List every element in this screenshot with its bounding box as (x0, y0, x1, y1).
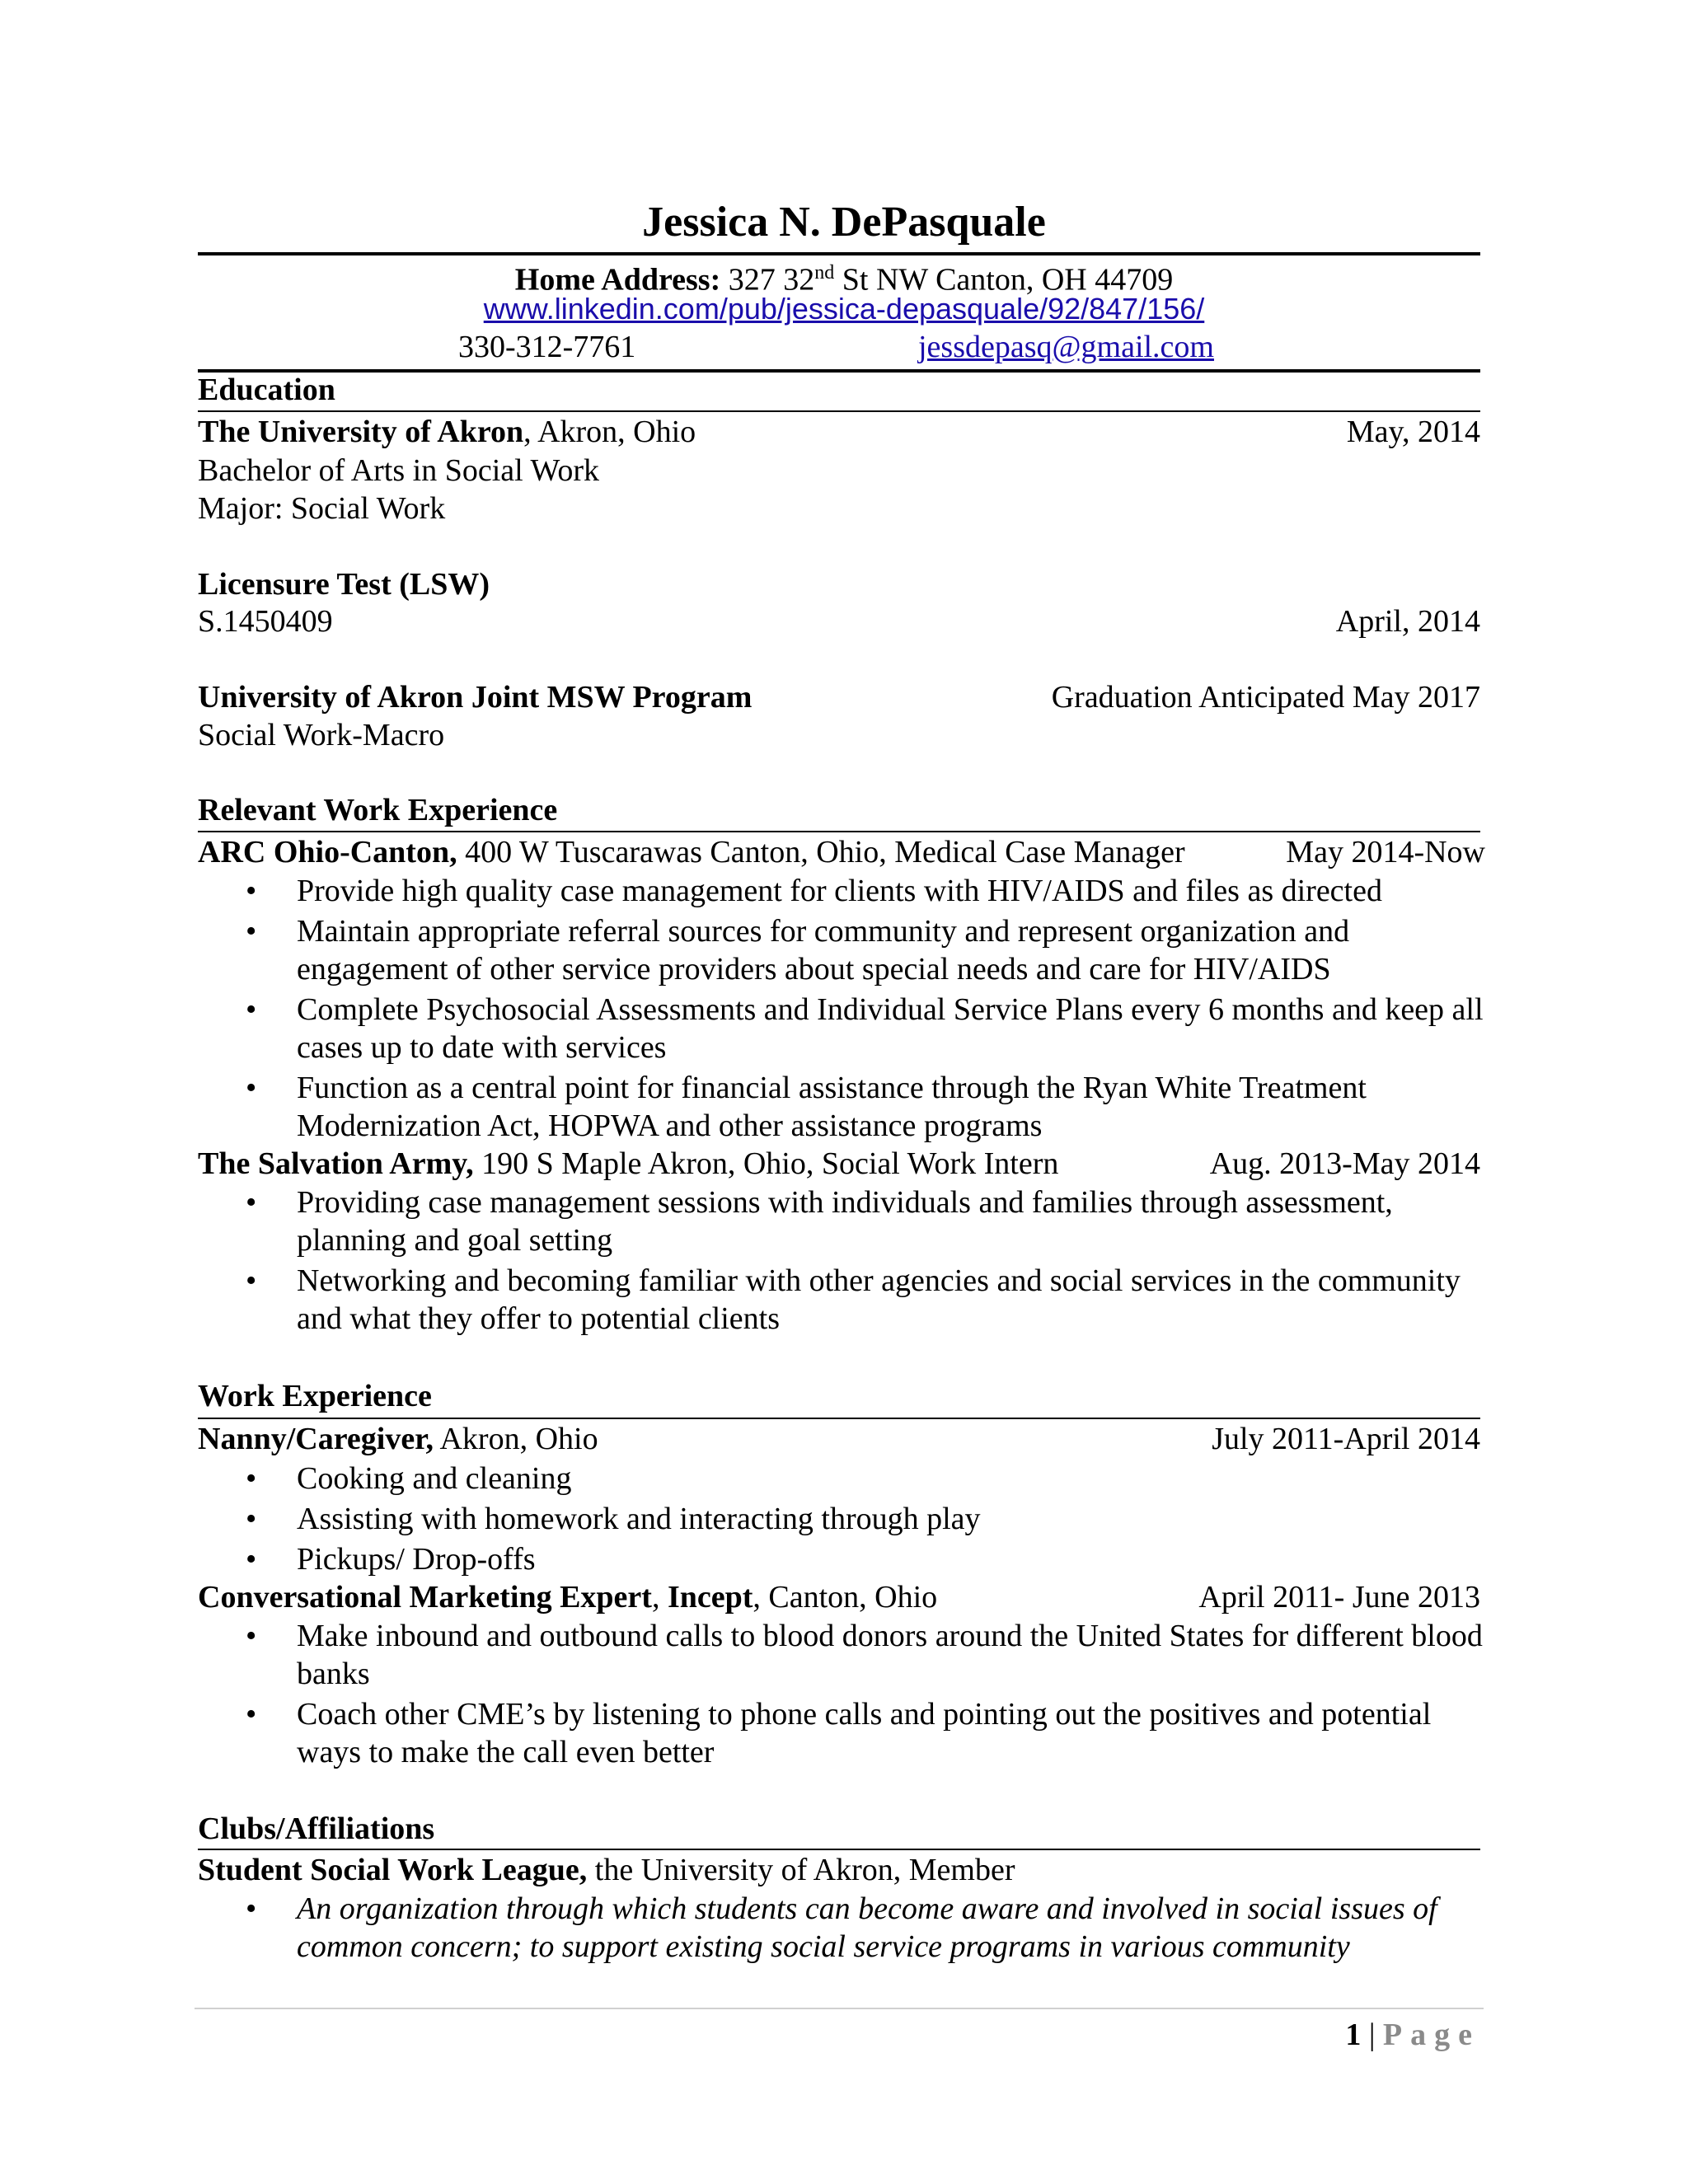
akron-location: , Akron, Ohio (523, 415, 696, 449)
list-item: • Provide high quality case management for clients with HIV/AIDS and files as directed (246, 874, 1382, 908)
league-detail: the University of Akron, Member (587, 1853, 1015, 1887)
bullet-icon: • (246, 1619, 257, 1653)
nanny-entry (198, 1420, 1480, 1458)
license-number: S.1450409 (198, 604, 333, 639)
page-number: 1 (1345, 2018, 1362, 2052)
league-org: Student Social Work League, (198, 1853, 588, 1887)
phone-number: 330-312-7761 (458, 330, 636, 364)
salvation-org: The Salvation Army, (198, 1146, 474, 1181)
arc-bullets (198, 872, 1484, 1147)
license-title: Licensure Test (LSW) (198, 567, 490, 602)
arc-org: ARC Ohio-Canton, (198, 835, 457, 869)
salvation-entry (198, 1145, 1480, 1183)
address-ordinal: nd (814, 262, 835, 284)
bullet-icon: • (246, 1185, 257, 1220)
arc-date: May 2014-Now (1286, 835, 1485, 869)
list-item: • Complete Psychosocial Assessments and Individual Service Plans every 6 months and keep all cases up to date with services (246, 992, 1484, 1065)
arc-entry (198, 833, 1485, 871)
nanny-date: July 2011-April 2014 (1212, 1422, 1480, 1456)
akron-major: Major: Social Work (198, 491, 446, 526)
bullet-icon: • (246, 1071, 257, 1105)
list-item: • Assisting with homework and interacting through play (246, 1502, 981, 1536)
incept-entry (198, 1578, 1480, 1616)
nanny-org: Nanny/Caregiver, (198, 1422, 434, 1456)
arc-detail: 400 W Tuscarawas Canton, Ohio, Medical Case Manager (457, 835, 1185, 869)
msw-title: University of Akron Joint MSW Program (198, 680, 753, 715)
league-entry (198, 1851, 1480, 1889)
list-item: • Coach other CME’s by listening to phone calls and pointing out the positives and potential ways to make the call even better (246, 1697, 1432, 1769)
page-separator: | (1361, 2018, 1383, 2052)
nanny-detail: Akron, Ohio (434, 1422, 598, 1456)
bullet-icon: • (246, 1263, 257, 1298)
msw-date: Graduation Anticipated May 2017 (1051, 680, 1480, 715)
clubs-heading: Clubs/Affiliations (198, 1811, 435, 1846)
page-word: Page (1382, 2018, 1480, 2052)
address-number: 327 32 (728, 262, 815, 298)
education-heading: Education (198, 373, 335, 407)
relevant-rule (198, 831, 1480, 832)
list-item: • An organization through which students can become aware and involved in social issues of common concern; to support existing social service programs in various community (246, 1891, 1437, 1964)
list-item: • Pickups/ Drop-offs (246, 1542, 536, 1577)
incept-org: Incept (667, 1580, 753, 1615)
bullet-icon: • (246, 1502, 257, 1536)
work-rule (198, 1418, 1480, 1419)
linkedin-line (0, 290, 1688, 328)
email-link[interactable]: jessdepasq@gmail.com (918, 330, 1214, 364)
bullet-icon: • (246, 1461, 257, 1496)
bullet-icon: • (246, 992, 257, 1027)
nanny-bullets (198, 1460, 1484, 1581)
clubs-rule (198, 1849, 1480, 1850)
salvation-detail: 190 S Maple Akron, Ohio, Social Work Intern (473, 1146, 1059, 1181)
linkedin-link[interactable]: www.linkedin.com/pub/jessica-depasquale/92/847/156/ (483, 292, 1205, 326)
list-item: • Networking and becoming familiar with other agencies and social services in the community and what they offer to potential clients (246, 1263, 1461, 1336)
license-entry (198, 602, 1480, 640)
salvation-date: Aug. 2013-May 2014 (1209, 1146, 1480, 1181)
league-bullets (198, 1890, 1484, 1968)
incept-date: April 2011- June 2013 (1198, 1580, 1480, 1615)
akron-school: The University of Akron (198, 415, 524, 449)
candidate-name: Jessica N. DePasquale (642, 199, 1046, 246)
footer-rule (195, 2008, 1484, 2009)
list-item: • Cooking and cleaning (246, 1461, 572, 1496)
bullet-icon: • (246, 914, 257, 949)
bullet-icon: • (246, 874, 257, 908)
education-rule (198, 410, 1480, 412)
list-item: • Function as a central point for financial assistance through the Ryan White Treatment Modernization Act, HOPWA and other assistance programs (246, 1071, 1367, 1143)
license-date: April, 2014 (1335, 604, 1480, 639)
address-label: Home Address: (514, 262, 721, 298)
list-item: • Maintain appropriate referral sources for community and represent organization and engagement of other service providers about special needs and care for HIV/AIDS (246, 914, 1350, 987)
bullet-icon: • (246, 1697, 257, 1732)
incept-sep: , (651, 1580, 668, 1615)
list-item: • Make inbound and outbound calls to blood donors around the United States for different blood banks (246, 1619, 1483, 1691)
list-item: • Providing case management sessions with individuals and families through assessment, planning and goal setting (246, 1185, 1393, 1258)
work-heading: Work Experience (198, 1379, 432, 1413)
akron-date: May, 2014 (1346, 415, 1480, 449)
salvation-bullets (198, 1183, 1484, 1340)
incept-title: Conversational Marketing Expert (198, 1580, 652, 1615)
address-street: St NW Canton, OH 44709 (834, 262, 1174, 298)
akron-degree: Bachelor of Arts in Social Work (198, 453, 599, 488)
msw-focus: Social Work-Macro (198, 718, 445, 752)
incept-bullets (198, 1617, 1484, 1774)
page-footer (1345, 2016, 1480, 2054)
relevant-heading: Relevant Work Experience (198, 793, 558, 827)
akron-entry (198, 413, 1480, 451)
bullet-icon: • (246, 1542, 257, 1577)
incept-detail: , Canton, Ohio (753, 1580, 938, 1615)
msw-entry (198, 678, 1480, 716)
bullet-icon: • (246, 1891, 257, 1926)
